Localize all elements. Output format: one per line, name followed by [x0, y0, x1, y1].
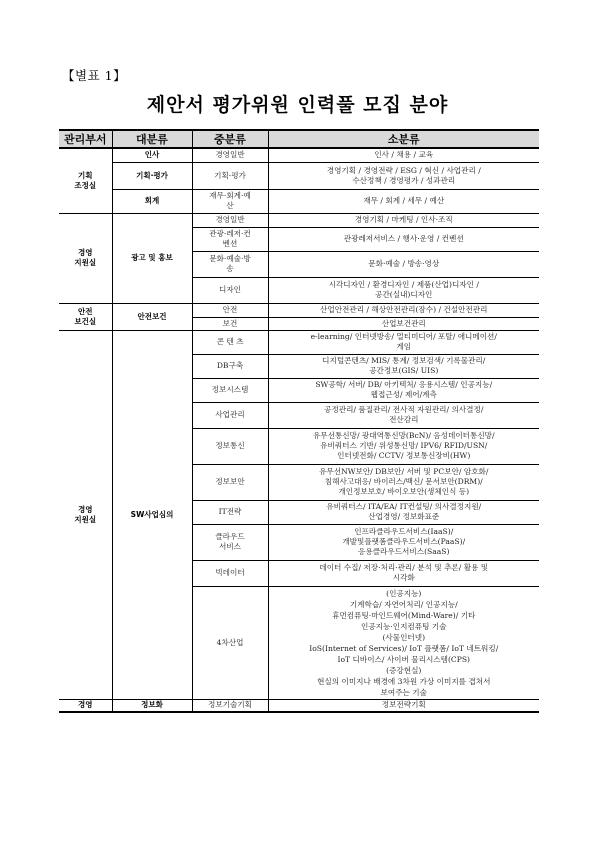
major-cell: 광고 및 홍보 — [112, 213, 192, 303]
mid-cell: IT전략 — [192, 500, 268, 524]
mid-cell: 클라우드 서비스 — [192, 524, 268, 560]
minor-cell: 유무선NW보안/ DB보안/ 서버 및 PC보안/ 암호화/ 침해사고대응/ 바이러스/백신/ 문서보안(DRM)/ 개인정보보호/ 바이오보안(생체인식 등) — [268, 464, 539, 500]
table-row — [59, 330, 539, 354]
minor-cell: 재무 / 회계 / 세무 / 예산 — [268, 189, 539, 213]
minor-cell: 산업보건관리 — [268, 317, 539, 330]
minor-cell: 경영기획 / 마케팅 / 인사·조직 — [268, 213, 539, 227]
minor-cell: 문화·예술 / 방송·영상 — [268, 251, 539, 277]
minor-cell: 관광레저서비스 / 행사·운영 / 컨벤션 — [268, 227, 539, 251]
mid-cell: 보건 — [192, 317, 268, 330]
header-minor: 소분류 — [268, 130, 539, 148]
minor-cell: 산업안전관리 / 해상안전관리(잠수) / 건설안전관리 — [268, 303, 539, 317]
mid-cell: 경영일반 — [192, 213, 268, 227]
recruitment-fields-table — [59, 129, 539, 713]
mid-cell: 정보통신 — [192, 428, 268, 464]
table-row — [59, 213, 539, 227]
table-row — [59, 162, 539, 189]
table-row — [59, 189, 539, 213]
minor-cell: 인프라클라우드서비스(IaaS)/ 개발및플랫폼클라우드서비스(PaaS)/ 응용클라우드서비스(SaaS) — [268, 524, 539, 560]
dept-cell: 기획 조정실 — [59, 148, 112, 213]
dept-cell: 경영 지원실 — [59, 330, 112, 699]
dept-cell: 경영 지원실 — [59, 213, 112, 303]
minor-cell: 디지털콘텐츠/ MIS/ 통계/ 정보검색/ 기록물관리/ 공간정보(GIS/ UIS) — [268, 354, 539, 378]
table-header-row — [59, 130, 539, 148]
minor-cell: 시각디자인 / 환경디자인 / 제품(산업)디자인 / 공간(실내)디자인 — [268, 277, 539, 303]
mid-cell: 빅데이터 — [192, 560, 268, 586]
dept-cell: 안전 보건실 — [59, 303, 112, 330]
dept-cell: 경영 — [59, 699, 112, 712]
mid-cell: 정보기술기획 — [192, 699, 268, 712]
mid-cell: 콘 텐 츠 — [192, 330, 268, 354]
minor-cell: 정보전략기획 — [268, 699, 539, 712]
table-row — [59, 699, 539, 712]
minor-cell: e-learning/ 인터넷방송/ 멀티미디어/ 포탈/ 애니메이션/ 게임 — [268, 330, 539, 354]
minor-cell: 유무선통신망/ 광대역통신망(BcN)/ 음성데이터통신망/ 유비쿼터스 기반/ 위성통신망/ IPV6/ RFID/USN/ 인터넷전화/ CCTV/ 정보통신장비(HW) — [268, 428, 539, 464]
minor-cell: 인사 / 채용 / 교육 — [268, 148, 539, 162]
mid-cell: 관광·레저·컨 벤션 — [192, 227, 268, 251]
mid-cell: DB구축 — [192, 354, 268, 378]
annex-tag: 【별표 1】 — [62, 68, 127, 83]
header-dept: 관리부서 — [59, 130, 112, 148]
major-cell: 기획·평가 — [112, 162, 192, 189]
minor-cell: 공정관리/ 품질관리/ 전사적 자원관리/ 의사결정/ 전산감리 — [268, 402, 539, 428]
minor-cell: (인공지능) 기계학습/ 자연어처리/ 인공지능/ 휴먼컴퓨팅·마인드웨어(Mind-Ware)/ 기타 인공지능·인지컴퓨팅 기술 (사물인터넷) IoS(Internet of Services)/ IoT 플랫폼/ IoT 네트워킹/ IoT 디바이스/ 사이버 물리시스템(CPS) (증강현실) 현실의 이미지나 배경에 3차원 가상 이미지를 겹쳐서 보여주는 기술 — [268, 586, 539, 699]
minor-cell: SW공학/ 서버/ DB/ 아키텍처/ 응용시스템/ 인공지능/ 웹접근성/ 제어/계측 — [268, 378, 539, 402]
mid-cell: 문화·예술·방 송 — [192, 251, 268, 277]
page-title: 제안서 평가위원 인력풀 모집 분야 — [146, 94, 449, 116]
table-row — [59, 148, 539, 162]
major-cell: 정보화 — [112, 699, 192, 712]
minor-cell: 유비쿼터스/ ITA/EA/ IT컨설팅/ 의사결정지원/ 산업경영/ 정보화표준 — [268, 500, 539, 524]
minor-cell: 경영기획 / 경영전략 / ESG / 혁신 / 사업관리 / 수산정책 / 경영평가 / 성과관리 — [268, 162, 539, 189]
header-major: 대분류 — [112, 130, 192, 148]
major-cell: 인사 — [112, 148, 192, 162]
mid-cell: 디자인 — [192, 277, 268, 303]
major-cell: 회계 — [112, 189, 192, 213]
mid-cell: 정보시스템 — [192, 378, 268, 402]
major-cell: SW사업심의 — [112, 330, 192, 699]
header-mid: 중분류 — [192, 130, 268, 148]
mid-cell: 정보보안 — [192, 464, 268, 500]
mid-cell: 4차산업 — [192, 586, 268, 699]
major-cell: 안전보건 — [112, 303, 192, 330]
minor-cell: 데이터 수집/ 저장·처리·관리/ 분석 및 추론/ 활용 및 시각화 — [268, 560, 539, 586]
mid-cell: 안전 — [192, 303, 268, 317]
table-row — [59, 303, 539, 317]
mid-cell: 기획·평가 — [192, 162, 268, 189]
mid-cell: 재무·회계·예 산 — [192, 189, 268, 213]
mid-cell: 사업관리 — [192, 402, 268, 428]
mid-cell: 경영일반 — [192, 148, 268, 162]
